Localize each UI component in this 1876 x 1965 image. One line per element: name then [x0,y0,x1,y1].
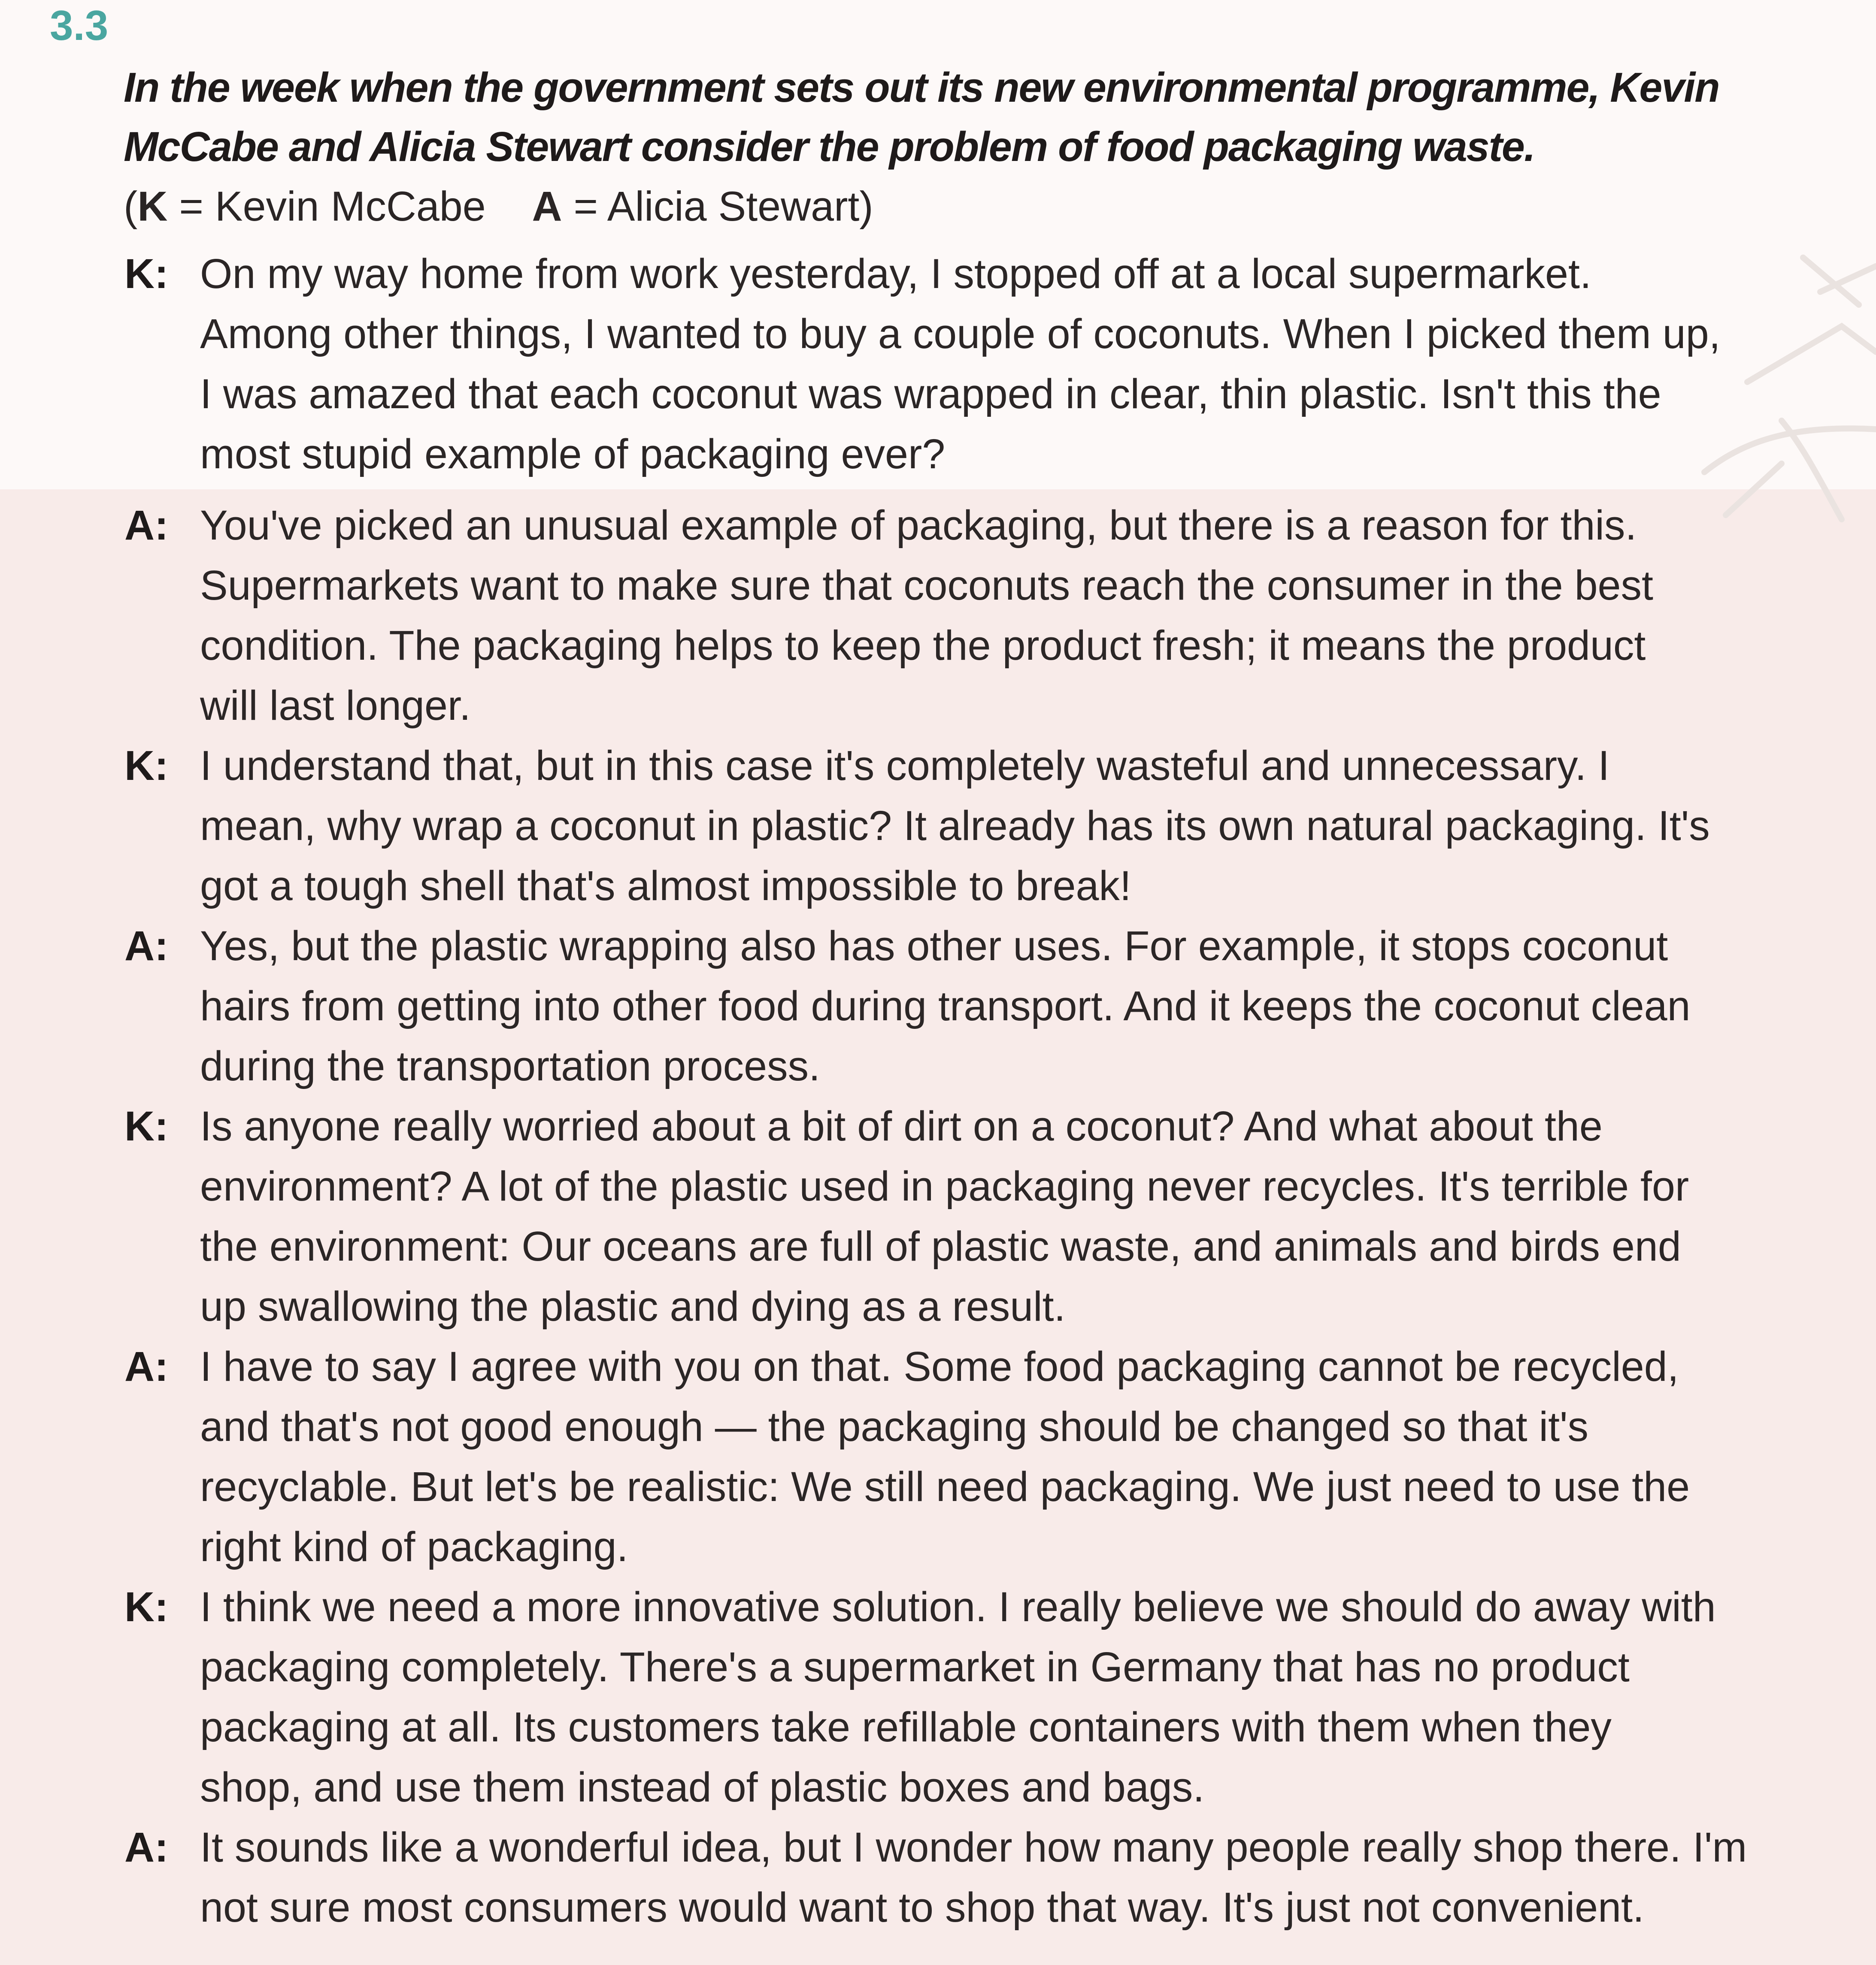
speech-line: environment? A lot of the plastic used in packaging never recycles. It's terrible for [200,1163,1689,1210]
speech-line: hairs from getting into other food during transport. And it keeps the coconut clean [200,982,1691,1029]
legend-k-key: K [137,183,168,230]
dialogue [124,244,1841,1938]
speech-line: got a tough shell that's almost impossible to break! [200,862,1131,909]
dialogue-turn [124,495,1841,736]
dialogue-turn [124,1817,1841,1938]
speech-line: I was amazed that each coconut was wrapped in clear, thin plastic. Isn't this the [200,370,1661,417]
speech-line: recyclable. But let's be realistic: We still need packaging. We just need to use the [200,1463,1690,1510]
speech-line: condition. The packaging helps to keep the product fresh; it means the product [200,622,1646,669]
legend-open: ( [124,183,138,230]
dialogue-turn [124,1337,1841,1577]
speaker-legend [124,177,873,236]
dialogue-turn [124,244,1841,484]
speech-line: I have to say I agree with you on that. Some food packaging cannot be recycled, [200,1343,1679,1390]
speech-line: not sure most consumers would want to shop that way. It's just not convenient. [200,1884,1644,1931]
track-number: 3.3 [50,2,109,49]
dialogue-turn [124,916,1841,1096]
dialogue-turn [124,736,1841,916]
speaker-label: A: [124,502,169,549]
speech-line: I think we need a more innovative solution. I really believe we should do away with [200,1583,1716,1630]
speech-line: I understand that, but in this case it's completely wasteful and unnecessary. I [200,742,1610,789]
speech-line: packaging at all. Its customers take refillable containers with them when they [200,1704,1612,1750]
speech-line: during the transportation process. [200,1043,821,1089]
speech-line: Supermarkets want to make sure that coconuts reach the consumer in the best [200,562,1653,609]
speech-line: will last longer. [200,682,471,729]
speaker-label: K: [124,742,169,789]
speech-line: and that's not good enough — the packaging should be changed so that it's [200,1403,1589,1450]
speech-line: mean, why wrap a coconut in plastic? It already has its own natural packaging. It's [200,802,1710,849]
speaker-label: K: [124,1103,169,1149]
speech-line: shop, and use them instead of plastic boxes and bags. [200,1764,1205,1810]
speech-line: packaging completely. There's a supermarket in Germany that has no product [200,1644,1630,1690]
speech-line: the environment: Our oceans are full of plastic waste, and animals and birds end [200,1223,1681,1270]
speaker-label: K: [124,1583,169,1630]
speech-line: On my way home from work yesterday, I stopped off at a local supermarket. [200,250,1591,297]
speech-line: right kind of packaging. [200,1523,628,1570]
speech-line: It sounds like a wonderful idea, but I wonder how many people really shop there. I'm [200,1824,1747,1871]
speech-line: You've picked an unusual example of packaging, but there is a reason for this. [200,502,1637,549]
speech-line: up swallowing the plastic and dying as a result. [200,1283,1066,1330]
speech-line: most stupid example of packaging ever? [200,431,946,477]
dialogue-turn [124,1096,1841,1337]
speech-line: Among other things, I wanted to buy a couple of coconuts. When I picked them up, [200,310,1721,357]
speaker-label: A: [124,1343,169,1390]
legend-close: ) [859,183,873,230]
speaker-label: A: [124,1824,169,1871]
speaker-label: K: [124,250,169,297]
legend-a-key: A [532,183,562,230]
intro-text: In the week when the government sets out its new environmental programme, Kevin McCabe and Alicia Stewart consider the problem of food packaging waste. [124,64,1719,170]
speech-line: Yes, but the plastic wrapping also has other uses. For example, it stops coconut [200,922,1668,969]
speaker-label: A: [124,922,169,969]
speech-line: Is anyone really worried about a bit of dirt on a coconut? And what about the [200,1103,1603,1149]
dialogue-turn [124,1577,1841,1817]
legend-a-value: = Alicia Stewart [562,183,860,230]
legend-k-value: = Kevin McCabe [167,183,486,230]
